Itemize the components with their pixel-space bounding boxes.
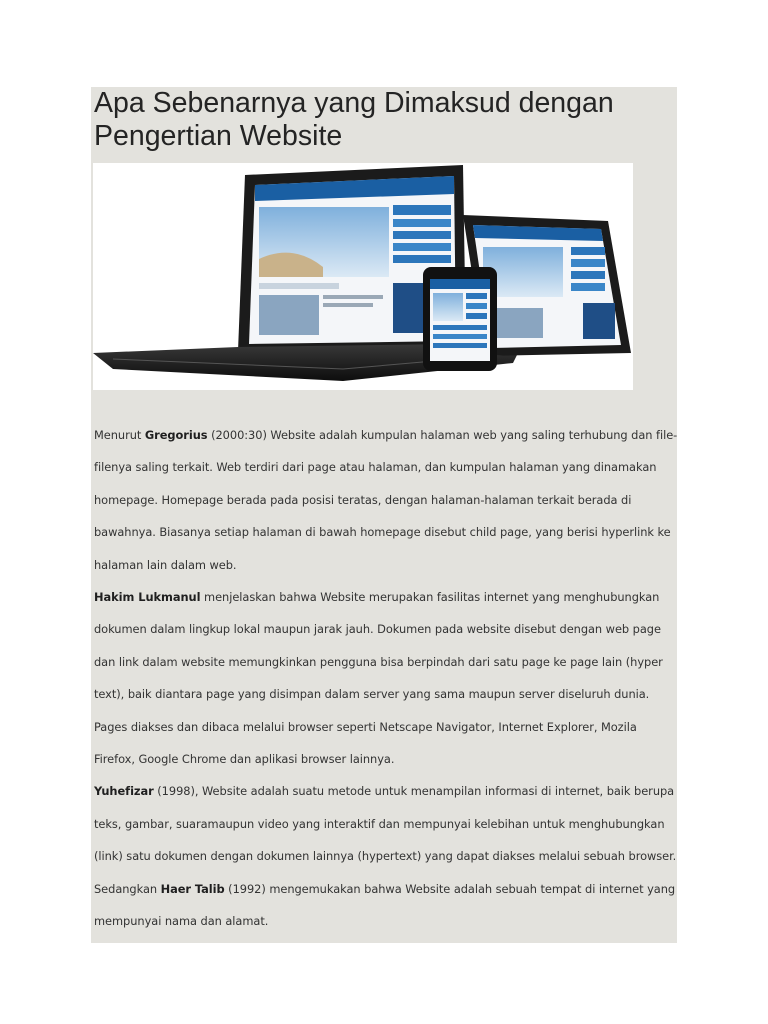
paragraph-3-line: mempunyai nama dan alamat. <box>94 914 269 929</box>
paragraph-1-line: filenya saling terkait. Web terdiri dari page atau halaman, dan kumpulan halaman yang dinamakan <box>94 460 657 475</box>
paragraph-1-line: homepage. Homepage berada pada posisi teratas, dengan halaman-halaman terkait berada di <box>94 492 632 507</box>
paragraph-2-line: Pages diakses dan dibaca melalui browser seperti Netscape Navigator, Internet Explorer, Mozila <box>94 719 637 734</box>
author-name: Haer Talib <box>160 881 225 896</box>
paragraph-1-line <box>94 419 676 451</box>
paragraph-1-line: bawahnya. Biasanya setiap halaman di bawah homepage disebut child page, yang berisi hyperlink ke <box>94 525 671 540</box>
text-run: Sedangkan <box>94 881 161 896</box>
text-run: (1998), Website adalah suatu metode untuk menampilan informasi di internet, baik berupa <box>153 784 675 799</box>
title-line-2: Pengertian Website <box>94 120 343 152</box>
article-body <box>94 419 676 938</box>
author-name: Hakim Lukmanul <box>94 590 201 605</box>
paragraph-3-line: teks, gambar, suaramaupun video yang interaktif dan mempunyai kelebihan untuk menghubungkan <box>94 816 665 831</box>
paragraph-2-line: Firefox, Google Chrome dan aplikasi browser lainnya. <box>94 752 395 767</box>
text-run: menjelaskan bahwa Website merupakan fasilitas internet yang menghubungkan <box>200 590 660 605</box>
title-line-1: Apa Sebenarnya yang Dimaksud dengan <box>94 87 614 119</box>
devices-illustration <box>93 163 633 390</box>
paragraph-2-line: dokumen dalam lingkup lokal maupun jarak jauh. Dokumen pada website disebut dengan web page <box>94 622 661 637</box>
author-name: Yuhefizar <box>94 784 154 799</box>
paragraph-2-line <box>94 581 676 613</box>
paragraph-3-line: (link) satu dokumen dengan dokumen lainnya (hypertext) yang dapat diakses melalui sebuah browser. <box>94 849 677 864</box>
paragraph-2-line: dan link dalam website memungkinkan pengguna bisa berpindah dari satu page ke page lain (hyper <box>94 654 663 669</box>
text-run: (1992) mengemukakan bahwa Website adalah sebuah tempat di internet yang <box>224 881 676 896</box>
author-name: Gregorius <box>144 428 208 442</box>
phone <box>423 267 497 371</box>
page-title <box>94 87 669 153</box>
paragraph-3-line <box>94 775 676 807</box>
paragraph-1-line: halaman lain dalam web. <box>94 557 237 572</box>
text-run: (2000:30) Website adalah kumpulan halaman web yang saling terhubung dan file- <box>207 428 678 442</box>
paragraph-3-line <box>94 873 676 905</box>
document-page <box>91 87 677 943</box>
paragraph-2-line: text), baik diantara page yang disimpan dalam server yang sama maupun server diseluruh dunia. <box>94 687 650 702</box>
text-run: Menurut <box>94 428 145 442</box>
